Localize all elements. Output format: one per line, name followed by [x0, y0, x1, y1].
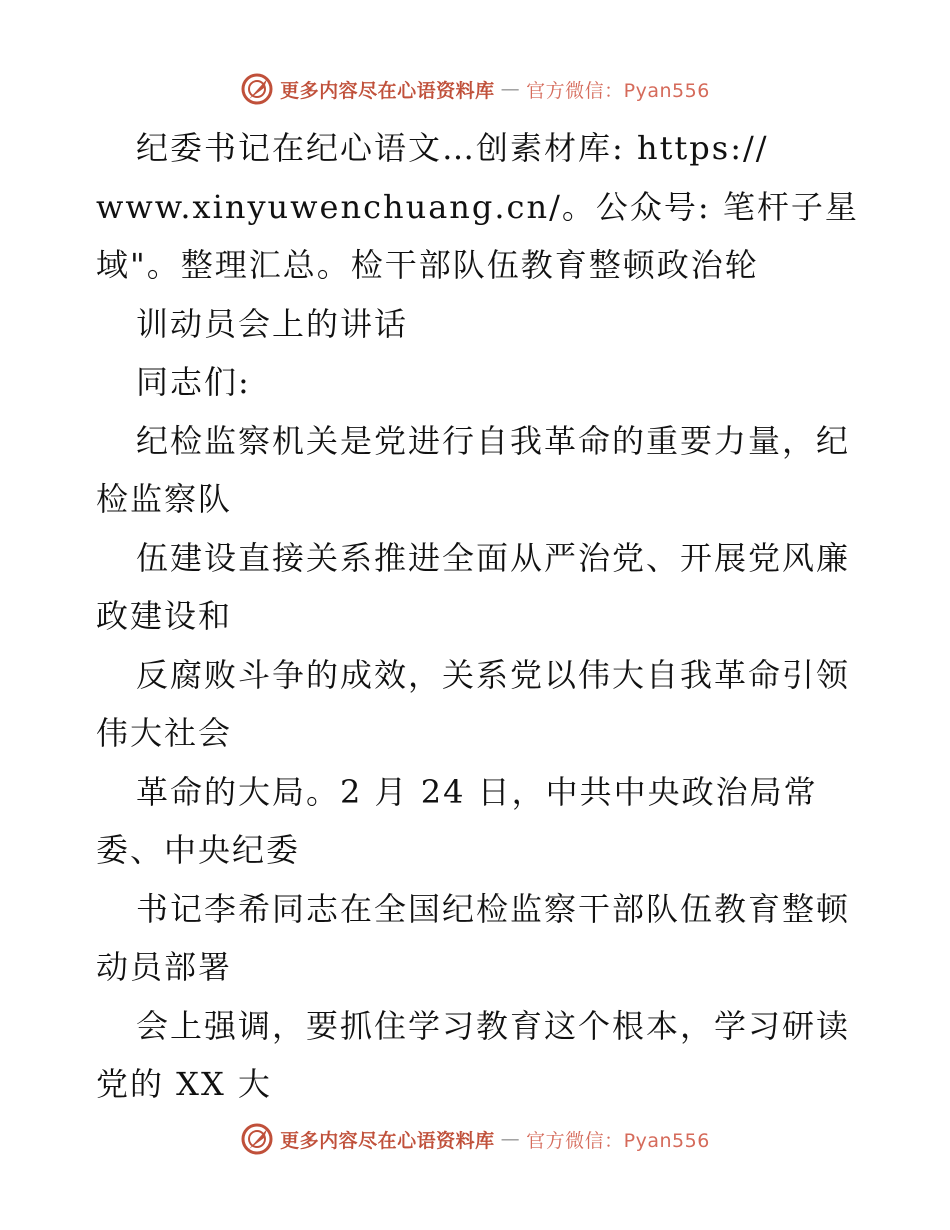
banner-dash: — [500, 1128, 521, 1150]
text-line-1: 纪委书记在纪心语文…创素材库: https:// [136, 129, 769, 167]
banner-title: 更多内容尽在心语资料库 [280, 1129, 495, 1152]
text-line-14: 书记李希同志在全国纪检监察干部队伍教育整顿 [136, 889, 851, 928]
banner-wechat: 官方微信：Pyan556 [526, 79, 710, 102]
text-line-15: 动员部署 [96, 948, 233, 986]
banner-title: 更多内容尽在心语资料库 [280, 79, 495, 102]
salutation: 同志们: [136, 363, 251, 401]
text-line-7: 检监察队 [96, 480, 233, 518]
text-line-16: 会上强调，要抓住学习教育这个根本，学习研读 [136, 1006, 851, 1045]
document-body [96, 125, 859, 1120]
header-banner [0, 72, 950, 106]
text-line-11: 伟大社会 [96, 714, 233, 752]
text-line-17: 党的 XX 大 [96, 1065, 272, 1103]
text-line-6: 纪检监察机关是党进行自我革命的重要力量，纪 [136, 421, 851, 460]
document-title-line: 训动员会上的讲话 [136, 304, 409, 343]
banner-dash: — [500, 78, 521, 100]
quill-logo-icon [240, 72, 274, 106]
text-line-8: 伍建设直接关系推进全面从严治党、开展党风廉 [136, 538, 851, 577]
banner-wechat: 官方微信：Pyan556 [526, 1129, 710, 1152]
text-line-2: www.xinyuwenchuang.cn/。公众号: 笔杆子星 [96, 187, 859, 226]
quill-logo-icon [240, 1122, 274, 1156]
text-line-10: 反腐败斗争的成效，关系党以伟大自我革命引领 [136, 655, 851, 694]
text-line-3: 域"。整理汇总。检干部队伍教育整顿政治轮 [96, 246, 759, 284]
text-line-9: 政建设和 [96, 597, 233, 635]
text-line-13: 委、中央纪委 [96, 831, 301, 869]
footer-banner [0, 1122, 950, 1156]
text-line-12: 革命的大局。2 月 24 日，中共中央政治局常 [136, 772, 818, 811]
